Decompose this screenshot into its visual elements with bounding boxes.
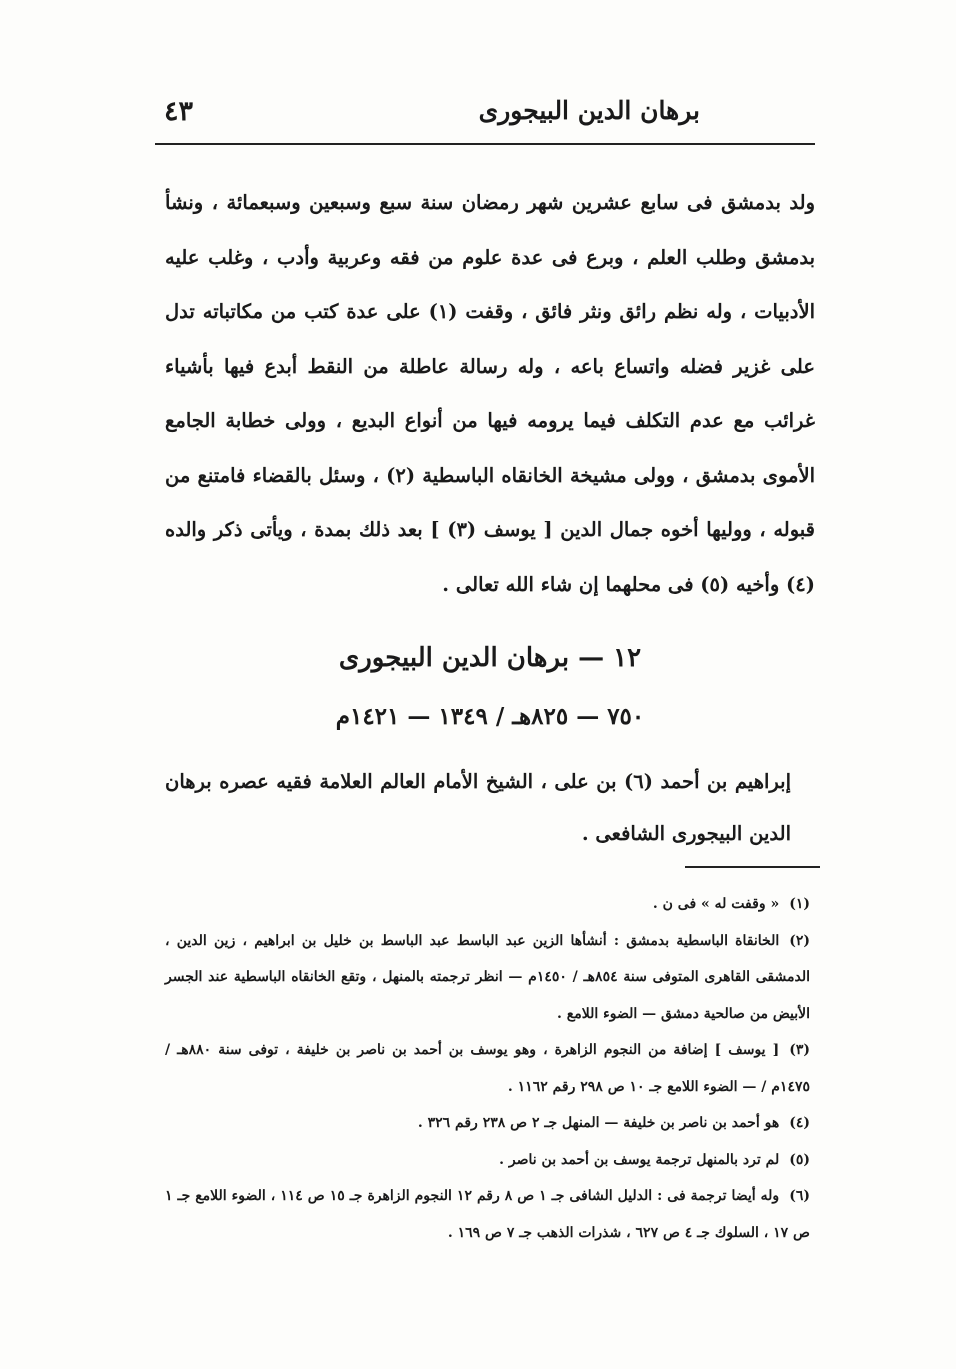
footnote-text: [ يوسف ] إضافة من النجوم الزاهرة ، وهو يوسف بن أحمد بن ناصر بن خليفة ، توفى سنة ٨٨٠هـ / ١٤٧٥م / — الضوء اللامع جـ ١٠ ص ٢٩٨ رقم ١١٦٢ . bbox=[165, 1042, 810, 1095]
entry-dates: ٧٥٠ — ٨٢٥هـ / ١٣٤٩ — ١٤٢١م bbox=[335, 703, 645, 730]
footnote-text: وله أيضا ترجمة فى : الدليل الشافى جـ ١ ص ٨ رقم ١٢ النجوم الزاهرة جـ ١٥ ص ١١٤ ، الضوء اللامع جـ ١ ص ١٧ ، السلوك جـ ٤ ص ٦٢٧ ، شذرات الذهب جـ ٧ ص ١٦٩ . bbox=[165, 1188, 810, 1241]
footnotes bbox=[165, 886, 810, 1251]
entry-text: إبراهيم بن أحمد (٦) بن على ، الشيخ الأمام العالم العلامة فقيه عصره برهان الدين البيجورى الشافعى . bbox=[165, 770, 791, 845]
footnote bbox=[165, 1032, 810, 1105]
paragraph-text: ولد بدمشق فى سابع عشرين شهر رمضان سنة سبع وسبعين وسبعمائة ، ونشأ بدمشق وطلب العلم ، وبرع فى عدة علوم من فقه وعربية وأدب ، وغلب عليه الأدبيات ، وله نظم رائق ونثر فائق ، وقفت (١) على عدة كتب من مكاتباته تدل على غزير فضله واتساع باعه ، وله رسالة عاطلة من النقط أبدع فيها بأشياء غرائب مع عدم التكلف فيما يرومه فيها من أنواع البديع ، وولى خطابة الجامع الأموى بدمشق ، وولى مشيخة الخانقاه الباسطية (٢) ، وسئل بالقضاء فامتنع من قبوله ، ووليها أخوه جمال الدين [ يوسف (٣) ] بعد ذلك بمدة ، ويأتى ذكر والده (٤) وأخيه (٥) فى محلهما إن شاء الله تعالى . bbox=[165, 191, 815, 596]
footnote-number: (٤) bbox=[789, 1115, 810, 1131]
footnote bbox=[165, 1105, 810, 1142]
footnote-number: (١) bbox=[789, 896, 810, 912]
body-paragraph bbox=[165, 176, 815, 612]
page-number: ٤٣ bbox=[164, 96, 194, 127]
footnote-number: (٢) bbox=[789, 932, 810, 949]
page-header bbox=[150, 92, 820, 136]
footnote-number: (٦) bbox=[789, 1188, 810, 1204]
header-rule bbox=[155, 143, 815, 145]
footnote bbox=[165, 923, 810, 1033]
footnote bbox=[165, 1178, 810, 1251]
footnote-number: (٣) bbox=[789, 1042, 810, 1058]
footnote bbox=[165, 886, 810, 923]
footnote-rule bbox=[685, 866, 820, 868]
entry-text-block bbox=[165, 756, 815, 860]
footnote-text: الخانقاة الباسطية بدمشق : أنشأها الزين عبد الباسط عبد الباسط بن خليل بن ابراهيم ، زين الدين ، الدمشقى القاهرى المتوفى سنة ٨٥٤هـ / ١٤٥٠م — انظر ترجمته بالمنهل ، وتقع الخانقاه الباسطية عند الجسر الأبيض من صالحية دمشق — الضوء اللامع . bbox=[165, 932, 810, 1022]
footnote-number: (٥) bbox=[789, 1151, 810, 1168]
footnote-text: هو أحمد بن ناصر بن خليفة — المنهل جـ ٢ ص ٢٣٨ رقم ٣٢٦ . bbox=[417, 1115, 780, 1131]
footnote-text: لم ترد بالمنهل ترجمة يوسف بن أحمد بن ناصر . bbox=[499, 1151, 780, 1168]
footnote bbox=[165, 1142, 810, 1179]
footnote-text: « وقفت له » فى ن . bbox=[652, 896, 780, 912]
entry-heading: ١٢ — برهان الدين البيجورى bbox=[338, 643, 642, 673]
running-title: برهان الدين البيجورى bbox=[478, 96, 700, 125]
